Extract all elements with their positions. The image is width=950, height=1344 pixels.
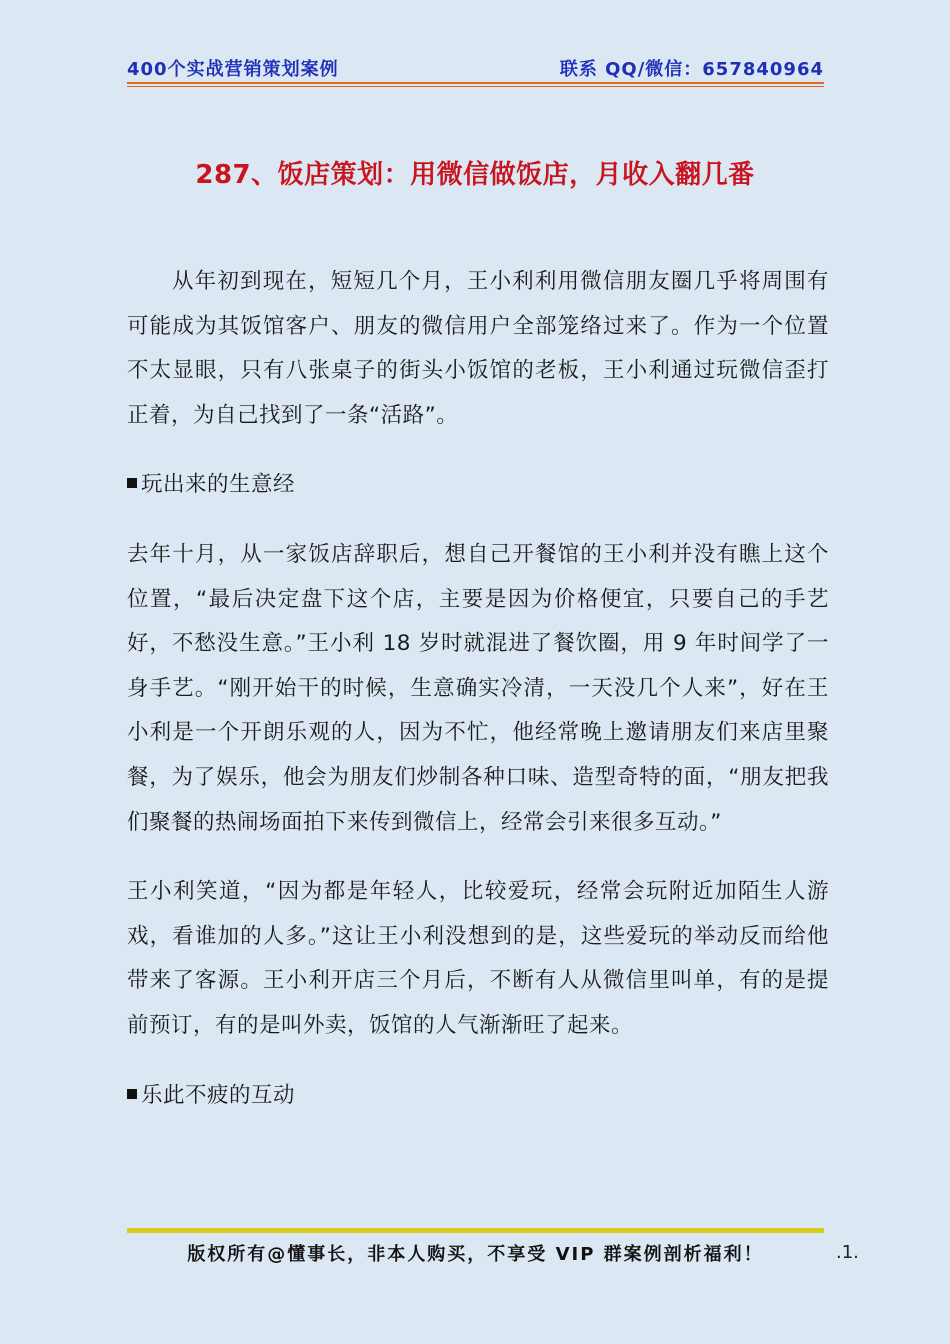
article-body xyxy=(127,260,829,1143)
header-contact: 联系 QQ/微信：657840964 xyxy=(559,59,824,80)
header-rule-thin xyxy=(127,86,824,87)
square-bullet-icon xyxy=(127,478,137,488)
paragraph-3: 王小利笑道，“因为都是年轻人，比较爱玩，经常会玩附近加陌生人游戏，看谁加的人多。”这让王小利没想到的是，这些爱玩的举动反而给他带来了客源。王小利开店三个月后，不断有人从微信里叫单，有的是提前预订，有的是叫外卖，饭馆的人气渐渐旺了起来。 xyxy=(127,879,829,1038)
square-bullet-icon xyxy=(127,1089,137,1099)
document-title: 287、饭店策划：用微信做饭店，月收入翻几番 xyxy=(195,160,755,190)
paragraph-2: 去年十月，从一家饭店辞职后，想自己开餐馆的王小利并没有瞧上这个位置，“最后决定盘下这个店，主要是因为价格便宜，只要自己的手艺好，不愁没生意。”王小利 18 岁时就混进了餐饮圈，用 9 年时间学了一身手艺。“刚开始干的时候，生意确实冷清，一天没几个人来”，好在王小利是一个开朗乐观的人，因为不忙，他经常晚上邀请朋友们来店里聚餐，为了娱乐，他会为朋友们炒制各种口味、造型奇特的面，“朋友把我们聚餐的热闹场面拍下来传到微信上，经常会引来很多互动。” xyxy=(127,541,829,835)
page-number: .1. xyxy=(836,1242,859,1263)
section-heading-1 xyxy=(127,463,829,508)
page-header xyxy=(127,55,824,81)
section-heading-2 xyxy=(127,1074,829,1119)
section-heading-text: 玩出来的生意经 xyxy=(141,472,296,498)
section-heading-text: 乐此不疲的互动 xyxy=(141,1082,296,1108)
paragraph-intro: 从年初到现在，短短几个月，王小利利用微信朋友圈几乎将周围有可能成为其饭馆客户、朋友的微信用户全部笼络过来了。作为一个位置不太显眼，只有八张桌子的街头小饭馆的老板，王小利通过玩微信歪打正着，为自己找到了一条“活路”。 xyxy=(127,269,829,428)
header-rule xyxy=(127,82,824,84)
footer-copyright: 版权所有@懂事长，非本人购买，不享受 VIP 群案例剖析福利！ xyxy=(187,1244,764,1265)
footer-rule xyxy=(127,1228,824,1233)
header-series-title: 400个实战营销策划案例 xyxy=(127,59,339,80)
